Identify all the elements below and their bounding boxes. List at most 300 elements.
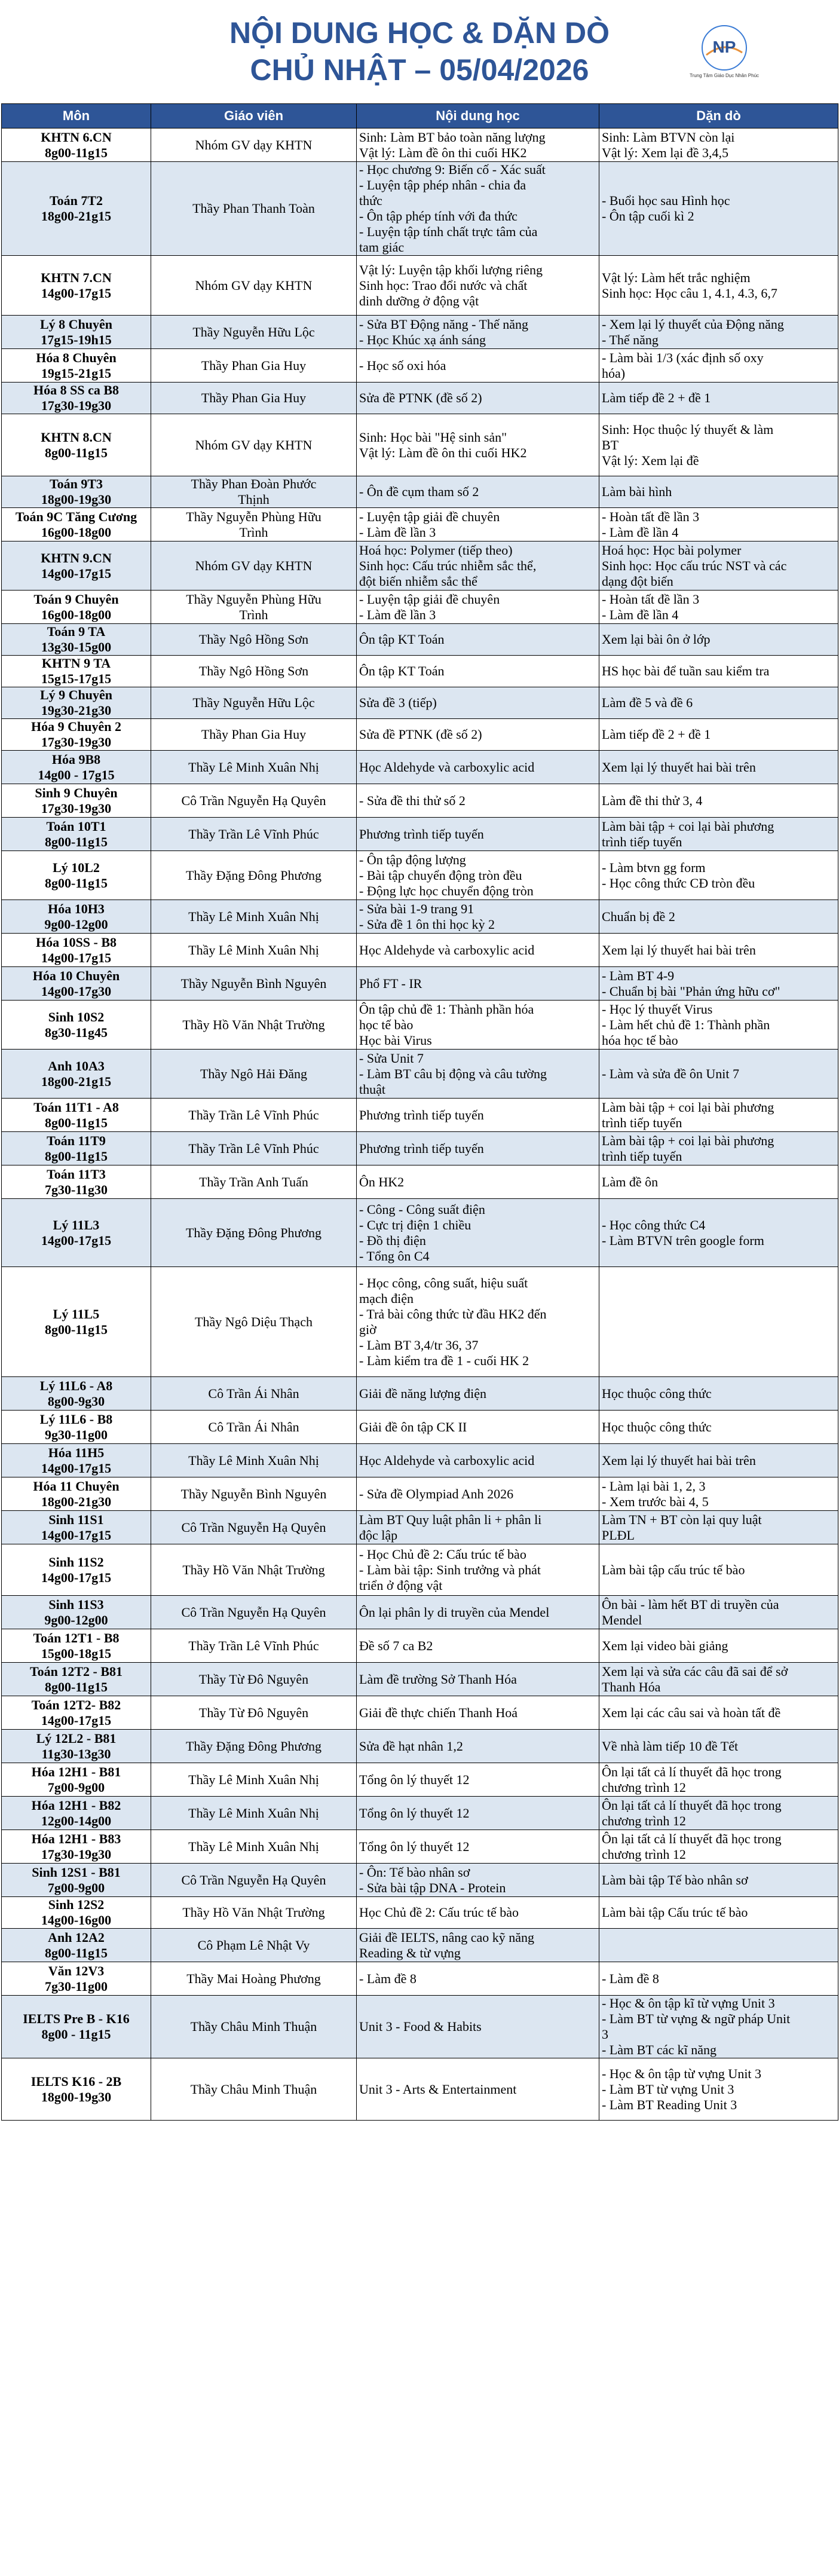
subject-text: 8g00-11g15 <box>44 834 108 849</box>
center-logo <box>700 24 748 72</box>
homework-cell <box>599 349 838 383</box>
subject-text: 17g15-19h15 <box>41 332 112 347</box>
teacher-cell <box>151 934 357 967</box>
table-row <box>2 1996 838 2058</box>
subject-text: IELTS Pre B - K16 <box>23 2011 130 2026</box>
homework-text: - Chuẩn bị bài "Phản ứng hữu cơ" <box>602 983 780 999</box>
content-cell <box>357 624 599 656</box>
teacher-text: Thầy Nguyễn Bình Nguyên <box>180 1486 327 1501</box>
homework-cell <box>599 1477 838 1511</box>
homework-text: - Làm BT 4-9 <box>602 968 675 983</box>
teacher-text: Thầy Lê Minh Xuân Nhị <box>188 1452 319 1468</box>
homework-text: Xem lại và sửa các câu đã sai để sở <box>602 1663 788 1679</box>
subject-cell <box>2 934 151 967</box>
teacher-text: Thầy Từ Đô Nguyên <box>198 1705 309 1720</box>
content-cell <box>357 541 599 591</box>
homework-cell <box>599 1444 838 1477</box>
homework-cell <box>599 1763 838 1797</box>
homework-cell <box>599 1929 838 1962</box>
teacher-cell <box>151 1411 357 1444</box>
content-text: Sửa đề PTNK (đề số 2) <box>359 390 482 405</box>
subject-text: Toán 11T3 <box>47 1166 106 1182</box>
subject-text: 14g00-17g15 <box>41 1570 112 1585</box>
subject-cell <box>2 1199 151 1267</box>
teacher-text: Nhóm GV dạy KHTN <box>195 558 313 573</box>
subject-text: Toán 11T1 - A8 <box>33 1099 119 1115</box>
content-cell <box>357 784 599 818</box>
table-row <box>2 1929 838 1962</box>
content-text: - Ôn tập phép tính với đa thức <box>359 209 518 224</box>
subject-text: Hóa 8 SS ca B8 <box>33 383 120 397</box>
homework-text: - Làm bài 1/3 (xác định số oxy <box>602 350 764 365</box>
content-cell <box>357 256 599 316</box>
teacher-cell <box>151 476 357 508</box>
content-cell <box>357 1199 599 1267</box>
content-cell <box>357 1929 599 1962</box>
teacher-cell <box>151 1165 357 1199</box>
content-text: độc lập <box>359 1527 398 1543</box>
subject-cell <box>2 414 151 476</box>
subject-text: Hóa 11H5 <box>48 1445 105 1460</box>
homework-text: - Làm đề lần 4 <box>602 524 679 540</box>
teacher-text: Nhóm GV dạy KHTN <box>195 137 313 152</box>
content-text: thức <box>359 193 382 208</box>
content-text: đột biến nhiễm sắc thể <box>359 573 477 589</box>
subject-text: Lý 11L5 <box>53 1306 100 1321</box>
homework-text: hóa học tế bào <box>602 1032 678 1048</box>
content-text: - Học công, công suất, hiệu suất <box>359 1275 528 1290</box>
homework-text: Làm bài tập Tế bào nhân sơ <box>602 1872 748 1887</box>
homework-text: Làm bài tập cấu trúc tế bào <box>602 1562 745 1577</box>
subject-cell <box>2 1050 151 1099</box>
teacher-cell <box>151 751 357 784</box>
homework-text: BT <box>602 437 619 452</box>
teacher-cell <box>151 508 357 541</box>
table-row <box>2 349 838 383</box>
subject-text: KHTN 7.CN <box>41 270 112 285</box>
teacher-text: Trình <box>239 524 268 540</box>
content-text: - Công - Công suất điện <box>359 1201 485 1217</box>
subject-text: Sinh 12S1 - B81 <box>32 1864 121 1880</box>
subject-cell <box>2 1267 151 1377</box>
table-row <box>2 1962 838 1996</box>
homework-text: trình tiếp tuyến <box>602 834 682 849</box>
subject-text: 11g30-13g30 <box>41 1746 111 1761</box>
homework-text: HS học bài để tuần sau kiểm tra <box>602 663 770 678</box>
teacher-cell <box>151 2058 357 2121</box>
table-row <box>2 1629 838 1663</box>
content-cell <box>357 349 599 383</box>
teacher-cell <box>151 656 357 687</box>
homework-text: Xem lại lý thuyết hai bài trên <box>602 759 756 775</box>
homework-text: - Làm lại bài 1, 2, 3 <box>602 1478 706 1494</box>
subject-cell <box>2 1696 151 1730</box>
teacher-text: Thầy Phan Gia Huy <box>201 390 307 405</box>
subject-text: Lý 8 Chuyên <box>39 316 113 332</box>
subject-text: Hóa 8 Chuyên <box>36 350 117 365</box>
subject-cell <box>2 1897 151 1929</box>
subject-text: Toán 11T9 <box>47 1133 106 1148</box>
teacher-text: Thầy Hồ Văn Nhật Trường <box>182 1562 325 1577</box>
content-cell <box>357 1996 599 2058</box>
homework-text: Làm tiếp đề 2 + đề 1 <box>602 390 711 405</box>
content-text: - Động lực học chuyển động tròn <box>359 883 534 898</box>
teacher-cell <box>151 1797 357 1830</box>
table-row <box>2 2058 838 2121</box>
subject-text: IELTS K16 - 2B <box>30 2073 122 2089</box>
subject-cell <box>2 349 151 383</box>
subject-cell <box>2 2058 151 2121</box>
subject-text: 9g00-12g00 <box>44 916 108 932</box>
homework-cell <box>599 967 838 1001</box>
content-text: Phương trình tiếp tuyến <box>359 1140 484 1156</box>
subject-cell <box>2 316 151 349</box>
homework-cell <box>599 1897 838 1929</box>
homework-text: - Làm btvn gg form <box>602 859 706 875</box>
subject-text: 8g00-11g15 <box>44 1679 108 1694</box>
homework-text: Hoá học: Học bài polymer <box>602 542 742 558</box>
subject-text: Toán 12T2- B82 <box>31 1697 121 1712</box>
table-row <box>2 1377 838 1411</box>
table-row <box>2 162 838 256</box>
homework-text: Xem lại bài ôn ở lớp <box>602 632 711 647</box>
table-row <box>2 1267 838 1377</box>
teacher-cell <box>151 1132 357 1165</box>
table-row <box>2 1596 838 1629</box>
content-cell <box>357 414 599 476</box>
teacher-cell <box>151 784 357 818</box>
table-row <box>2 1730 838 1763</box>
homework-cell <box>599 1199 838 1267</box>
homework-cell <box>599 624 838 656</box>
teacher-cell <box>151 1444 357 1477</box>
subject-cell <box>2 1411 151 1444</box>
homework-cell <box>599 508 838 541</box>
homework-cell <box>599 383 838 414</box>
table-row <box>2 656 838 687</box>
content-text: Tổng ôn lý thuyết 12 <box>359 1805 470 1821</box>
homework-text: Ôn lại tất cả lí thuyết đã học trong <box>602 1764 782 1779</box>
homework-cell <box>599 1730 838 1763</box>
subject-text: 7g30-11g00 <box>44 1978 108 1994</box>
teacher-cell <box>151 1763 357 1797</box>
teacher-text: Thầy Phan Gia Huy <box>201 357 307 373</box>
teacher-cell <box>151 1001 357 1050</box>
logo-text: NP <box>712 38 736 56</box>
teacher-cell <box>151 1544 357 1596</box>
content-text: Sửa đề 3 (tiếp) <box>359 695 437 710</box>
table-row <box>2 1897 838 1929</box>
table-row <box>2 1411 838 1444</box>
subject-text: 14g00-17g15 <box>41 285 112 301</box>
content-cell <box>357 508 599 541</box>
content-text: Giải đề thực chiến Thanh Hoá <box>359 1705 518 1720</box>
subject-text: 14g00-17g15 <box>41 1712 112 1728</box>
content-cell <box>357 129 599 162</box>
subject-text: Hóa 12H1 - B82 <box>31 1797 121 1813</box>
table-row <box>2 541 838 591</box>
content-text: Học Aldehyde và carboxylic acid <box>359 759 535 775</box>
subject-text: 14g00-17g15 <box>41 950 112 965</box>
subject-text: 18g00-21g15 <box>41 1073 112 1089</box>
subject-text: 7g00-9g00 <box>47 1779 105 1795</box>
homework-cell <box>599 1267 838 1377</box>
homework-text: Sinh học: Học câu 1, 4.1, 4.3, 6,7 <box>602 285 777 301</box>
subject-cell <box>2 1864 151 1897</box>
homework-cell <box>599 784 838 818</box>
content-cell <box>357 851 599 900</box>
homework-text: - Buổi học sau Hình học <box>602 193 730 208</box>
subject-text: Toán 9C Tăng Cương <box>15 509 137 524</box>
homework-text: Mendel <box>602 1612 642 1627</box>
content-text: - Bài tập chuyển động tròn đều <box>359 867 522 883</box>
homework-cell <box>599 1099 838 1132</box>
content-cell <box>357 1132 599 1165</box>
homework-text: Làm đề ôn <box>602 1174 659 1189</box>
teacher-text: Thầy Trần Lê Vĩnh Phúc <box>188 1140 319 1156</box>
content-text: - Tổng ôn C4 <box>359 1248 430 1263</box>
homework-cell <box>599 1001 838 1050</box>
homework-text: - Làm BT từ vựng & ngữ pháp Unit <box>602 2011 791 2026</box>
teacher-text: Thầy Từ Đô Nguyên <box>198 1671 309 1687</box>
homework-text: Ôn lại tất cả lí thuyết đã học trong <box>602 1797 782 1813</box>
subject-text: 8g30-11g45 <box>44 1024 108 1040</box>
content-cell <box>357 1099 599 1132</box>
content-cell <box>357 687 599 719</box>
homework-cell <box>599 1511 838 1544</box>
content-text: Giải đề năng lượng điện <box>359 1385 486 1401</box>
homework-text: Học thuộc công thức <box>602 1385 712 1401</box>
homework-text: Học thuộc công thức <box>602 1419 712 1434</box>
content-cell <box>357 967 599 1001</box>
table-row <box>2 687 838 719</box>
subject-text: 15g15-17g15 <box>41 671 112 686</box>
subject-text: Lý 9 Chuyên <box>39 687 113 702</box>
teacher-cell <box>151 256 357 316</box>
teacher-text: Thầy Hồ Văn Nhật Trường <box>182 1017 325 1032</box>
teacher-text: Thầy Ngô Hải Đăng <box>200 1066 307 1081</box>
content-text: - Làm bài tập: Sinh trưởng và phát <box>359 1562 541 1577</box>
content-text: Ôn lại phân ly di truyền của Mendel <box>359 1604 550 1620</box>
content-text: triển ở động vật <box>359 1577 443 1593</box>
table-row <box>2 1050 838 1099</box>
subject-text: Hóa 10SS - B8 <box>35 934 117 950</box>
subject-text: 17g30-19g30 <box>41 735 112 749</box>
subject-text: KHTN 9 TA <box>41 656 111 671</box>
teacher-text: Thầy Hồ Văn Nhật Trường <box>182 1905 325 1920</box>
content-text: - Ôn: Tế bào nhân sơ <box>359 1864 470 1880</box>
teacher-text: Thầy Ngô Diệu Thạch <box>195 1314 313 1329</box>
subject-text: 17g30-19g30 <box>41 398 112 413</box>
teacher-text: Thầy Ngô Hồng Sơn <box>198 663 309 678</box>
subject-text: 19g15-21g15 <box>41 365 112 381</box>
table-row <box>2 1099 838 1132</box>
teacher-text: Thầy Phan Gia Huy <box>201 727 307 742</box>
content-text: mạch điện <box>359 1290 414 1306</box>
homework-text: Xem lại các câu sai và hoàn tất đề <box>602 1705 781 1720</box>
content-text: - Học Khúc xạ ánh sáng <box>359 332 486 347</box>
subject-text: 18g00-21g30 <box>41 1494 112 1509</box>
subject-text: 14g00-17g15 <box>41 1460 112 1476</box>
content-text: Học bài Virus <box>359 1032 432 1048</box>
subject-text: Anh 12A2 <box>48 1929 105 1945</box>
teacher-cell <box>151 818 357 851</box>
table-row <box>2 1797 838 1830</box>
subject-cell <box>2 900 151 934</box>
teacher-text: Cô Trần Nguyễn Hạ Quyên <box>181 793 326 808</box>
table-row <box>2 1477 838 1511</box>
homework-cell <box>599 2058 838 2121</box>
subject-cell <box>2 508 151 541</box>
subject-text: Lý 12L2 - B81 <box>36 1730 117 1746</box>
subject-text: 14g00-17g15 <box>41 1232 112 1248</box>
teacher-cell <box>151 719 357 751</box>
homework-text: chương trình 12 <box>602 1779 686 1795</box>
subject-cell <box>2 1511 151 1544</box>
content-text: Ôn tập chủ đề 1: Thành phần hóa <box>359 1001 534 1017</box>
subject-cell <box>2 687 151 719</box>
content-cell <box>357 934 599 967</box>
subject-cell <box>2 1763 151 1797</box>
content-cell <box>357 751 599 784</box>
column-header-subject: Môn <box>2 104 151 129</box>
teacher-cell <box>151 383 357 414</box>
homework-text: Về nhà làm tiếp 10 đề Tết <box>602 1738 739 1754</box>
table-row <box>2 316 838 349</box>
table-row <box>2 1165 838 1199</box>
homework-text: - Học & ôn tập kĩ từ vựng Unit 3 <box>602 1996 775 2011</box>
content-text: - Sửa bài 1-9 trang 91 <box>359 901 474 916</box>
teacher-cell <box>151 851 357 900</box>
content-text: Reading & từ vựng <box>359 1945 461 1960</box>
homework-cell <box>599 1411 838 1444</box>
content-cell <box>357 1377 599 1411</box>
table-row <box>2 591 838 624</box>
content-text: Ôn tập KT Toán <box>359 632 445 647</box>
teacher-cell <box>151 414 357 476</box>
content-cell <box>357 1165 599 1199</box>
subject-text: Sinh 11S1 <box>48 1512 104 1527</box>
content-text: - Học số oxi hóa <box>359 357 446 373</box>
teacher-text: Thầy Nguyễn Hữu Lộc <box>192 695 315 710</box>
content-cell <box>357 591 599 624</box>
homework-text: Làm đề thi thử 3, 4 <box>602 793 703 808</box>
homework-text: Thanh Hóa <box>602 1679 661 1694</box>
teacher-cell <box>151 967 357 1001</box>
subject-text: 15g00-18g15 <box>41 1645 112 1661</box>
content-cell <box>357 1544 599 1596</box>
subject-cell <box>2 591 151 624</box>
homework-text: dạng đột biến <box>602 573 673 589</box>
teacher-cell <box>151 1511 357 1544</box>
table-row <box>2 476 838 508</box>
subject-text: Văn 12V3 <box>48 1963 105 1978</box>
teacher-text: Nhóm GV dạy KHTN <box>195 437 313 452</box>
subject-text: Toán 7T2 <box>49 193 103 208</box>
table-row <box>2 818 838 851</box>
homework-text: - Làm BT từ vựng Unit 3 <box>602 2081 734 2097</box>
content-text: - Ôn đề cụm tham số 2 <box>359 484 479 499</box>
content-text: - Sửa bài tập DNA - Protein <box>359 1880 506 1895</box>
content-text: Giải đề IELTS, nâng cao kỹ năng <box>359 1929 535 1945</box>
homework-cell <box>599 1165 838 1199</box>
homework-text: Chuẩn bị đề 2 <box>602 908 675 924</box>
subject-text: 19g30-21g30 <box>41 703 112 718</box>
table-row <box>2 1763 838 1797</box>
content-text: Phổ FT - IR <box>359 975 422 991</box>
content-text: - Sửa đề 1 ôn thi học kỳ 2 <box>359 916 495 932</box>
subject-cell <box>2 256 151 316</box>
table-row <box>2 1199 838 1267</box>
teacher-cell <box>151 1629 357 1663</box>
homework-text: - Ôn tập cuối kì 2 <box>602 209 694 224</box>
teacher-cell <box>151 349 357 383</box>
content-text: - Đồ thị điện <box>359 1232 426 1248</box>
subject-cell <box>2 129 151 162</box>
homework-cell <box>599 1962 838 1996</box>
subject-cell <box>2 719 151 751</box>
content-cell <box>357 1962 599 1996</box>
table-row <box>2 1544 838 1596</box>
subject-text: Sinh 11S3 <box>48 1596 104 1612</box>
homework-text: Sinh: Làm BTVN còn lại <box>602 129 735 145</box>
subject-text: Hóa 9 Chuyên 2 <box>31 719 121 734</box>
content-text: - Ôn tập động lượng <box>359 852 466 867</box>
teacher-cell <box>151 1996 357 2058</box>
subject-cell <box>2 1596 151 1629</box>
homework-cell <box>599 719 838 751</box>
content-cell <box>357 818 599 851</box>
teacher-text: Thầy Lê Minh Xuân Nhị <box>188 1772 319 1787</box>
homework-text: Làm bài tập + coi lại bài phương <box>602 818 774 834</box>
content-cell <box>357 1477 599 1511</box>
subject-text: Toán 9 TA <box>47 624 106 639</box>
subject-cell <box>2 1663 151 1696</box>
teacher-text: Thầy Trần Lê Vĩnh Phúc <box>188 1107 319 1122</box>
content-text: - Học Chủ đề 2: Cấu trúc tế bào <box>359 1546 526 1562</box>
homework-cell <box>599 129 838 162</box>
subject-text: Hóa 11 Chuyên <box>33 1478 120 1494</box>
teacher-cell <box>151 624 357 656</box>
homework-cell <box>599 1629 838 1663</box>
subject-text: Hóa 9B8 <box>51 751 101 767</box>
subject-text: 9g00-12g00 <box>44 1612 108 1627</box>
subject-text: 7g30-11g30 <box>44 1182 108 1197</box>
content-cell <box>357 383 599 414</box>
teacher-cell <box>151 591 357 624</box>
content-text: - Sửa đề thi thử số 2 <box>359 793 466 808</box>
content-text: - Trả bài công thức từ đầu HK2 đến <box>359 1306 547 1321</box>
homework-text: Vật lý: Xem lại đề <box>602 452 699 468</box>
homework-cell <box>599 1050 838 1099</box>
subject-text: 17g30-19g30 <box>41 1846 112 1862</box>
content-text: thuật <box>359 1081 385 1097</box>
content-cell <box>357 900 599 934</box>
table-row <box>2 1132 838 1165</box>
homework-text: Làm TN + BT còn lại quy luật <box>602 1512 762 1527</box>
content-text: Unit 3 - Food & Habits <box>359 2019 482 2034</box>
homework-text: - Hoàn tất đề lần 3 <box>602 591 700 607</box>
homework-cell <box>599 656 838 687</box>
content-text: - Làm đề lần 3 <box>359 524 436 540</box>
subject-text: 16g00-18g00 <box>41 524 112 540</box>
subject-text: 14g00-17g15 <box>41 1527 112 1543</box>
subject-text: KHTN 8.CN <box>41 429 112 445</box>
teacher-cell <box>151 1267 357 1377</box>
content-text: Sửa đề PTNK (đề số 2) <box>359 727 482 742</box>
homework-text: chương trình 12 <box>602 1813 686 1828</box>
subject-text: Toán 12T2 - B81 <box>29 1663 123 1679</box>
